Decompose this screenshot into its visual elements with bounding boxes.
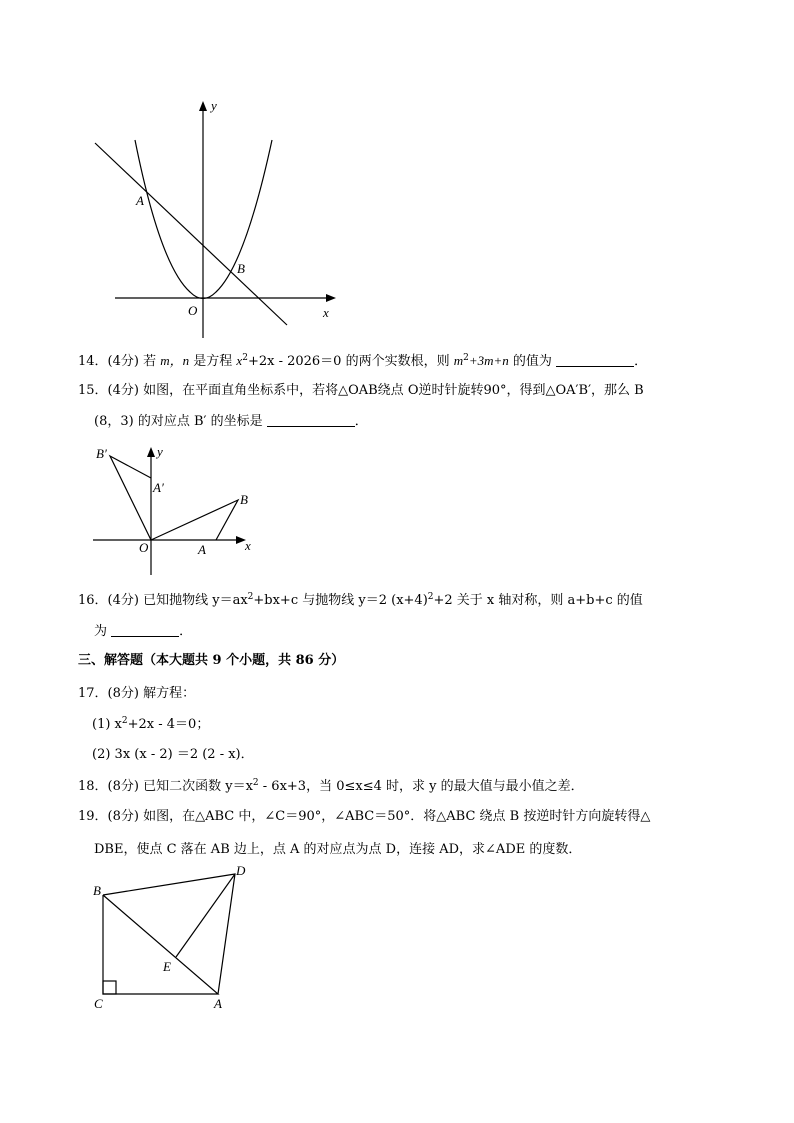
superscript-2: 2 [242,353,248,363]
q14-eq-rest: +2x - 2026＝0 的两个实数根，则 [247,354,450,369]
point-b-label: B [240,492,248,507]
q15-answer-blank[interactable] [267,413,355,427]
x-axis-label: x [245,538,251,553]
question-14 [78,352,738,371]
triangle-abc [103,895,218,994]
triangle-oab [151,500,238,540]
q16-text-3: +2 关于 x 轴对称，则 a+b+c 的值 [433,593,643,608]
point-b-label: B [93,883,101,898]
point-b-label: B [237,261,245,276]
point-b-prime-label: B′ [96,446,107,461]
q16-text-2: +bx+c 与抛物线 y＝2 (x+4) [253,593,428,608]
question-17-part-2: (2) 3x (x - 2) ＝2 (2 - x)． [92,747,254,762]
point-c-label: C [94,996,103,1011]
q15-end: ． [354,414,368,429]
q17-part1-a: (1) x [92,717,122,732]
question-17-part-1 [92,716,752,734]
q14-number: 14．(4分) 若 [78,354,157,369]
q14-vars: m，n [160,353,190,368]
superscript-2: 2 [252,778,259,788]
q15-text: (8，3) 的对应点 B′ 的坐标是 [94,414,263,429]
question-15-line-1: 15．(4分) 如图，在平面直角坐标系中，若将△OAB绕点 O逆时针旋转90°，得到△OA′B′，那么 B [78,383,644,398]
x-axis-arrow [326,294,336,302]
q14-end: ． [634,354,648,369]
point-d-label: D [236,863,246,878]
q16-text-1: 16．(4分) 已知抛物线 y＝ax [78,593,248,608]
point-a-label: A [198,542,206,557]
y-axis-arrow [147,447,155,457]
section-3-heading: 三、解答题（本大题共 9 个小题，共 86 分） [78,653,345,668]
question-16-line-1 [78,592,738,610]
superscript-2: 2 [247,592,254,602]
q16-text-4: 为 [94,624,108,639]
q14-answer-blank[interactable] [556,353,634,367]
rotation-figure [88,440,263,580]
triangle-rotation-figure [88,860,258,1015]
triangle-oa1b1 [110,456,151,540]
q17-part1-b: +2x - 4＝0； [127,717,210,732]
q16-answer-blank[interactable] [111,623,179,637]
q18-text-1: 18．(8分) 已知二次函数 y＝x [78,779,253,794]
q18-text-2: - 6x+3，当 0≤x≤4 时，求 y 的最大值与最小值之差． [258,779,584,794]
superscript-2: 2 [121,716,128,726]
origin-label: O [139,540,149,555]
point-a-prime-label: A′ [153,480,164,495]
superscript-2: 2 [427,592,434,602]
superscript-2: 2 [463,353,469,363]
question-16-line-2 [94,623,754,641]
y-axis-label: y [211,98,217,113]
point-a-label: A [214,996,222,1011]
q16-end: ． [179,624,193,639]
y-axis-arrow [199,101,207,111]
x-axis-label: x [323,305,329,320]
point-e-label: E [163,959,171,974]
question-15-line-2 [94,413,754,431]
question-18 [78,778,738,796]
question-17: 17．(8分) 解方程： [78,686,196,701]
q14-text-2: 的值为 [512,354,552,369]
q14-eq-x: x [236,353,243,368]
q14-text-1: 是方程 [193,354,233,369]
q14-expr-rest: +3m+n [468,353,509,368]
question-19-line-2: DBE，使点 C 落在 AB 边上，点 A 的对应点为点 D，连接 AD，求∠ADE 的度数． [94,842,582,857]
question-19-line-1: 19．(8分) 如图，在△ABC 中，∠C＝90°，∠ABC＝50°．将△ABC 绕点 B 按逆时针方向旋转得△ [78,809,651,824]
q14-expr-m: m [453,353,464,368]
point-a-label: A [136,193,144,208]
y-axis-label: y [157,444,163,459]
segment-de [176,874,235,957]
right-angle-mark [103,981,116,994]
origin-label: O [188,303,198,318]
parabola-line-figure [90,95,350,340]
triangle-dbe [103,874,235,994]
